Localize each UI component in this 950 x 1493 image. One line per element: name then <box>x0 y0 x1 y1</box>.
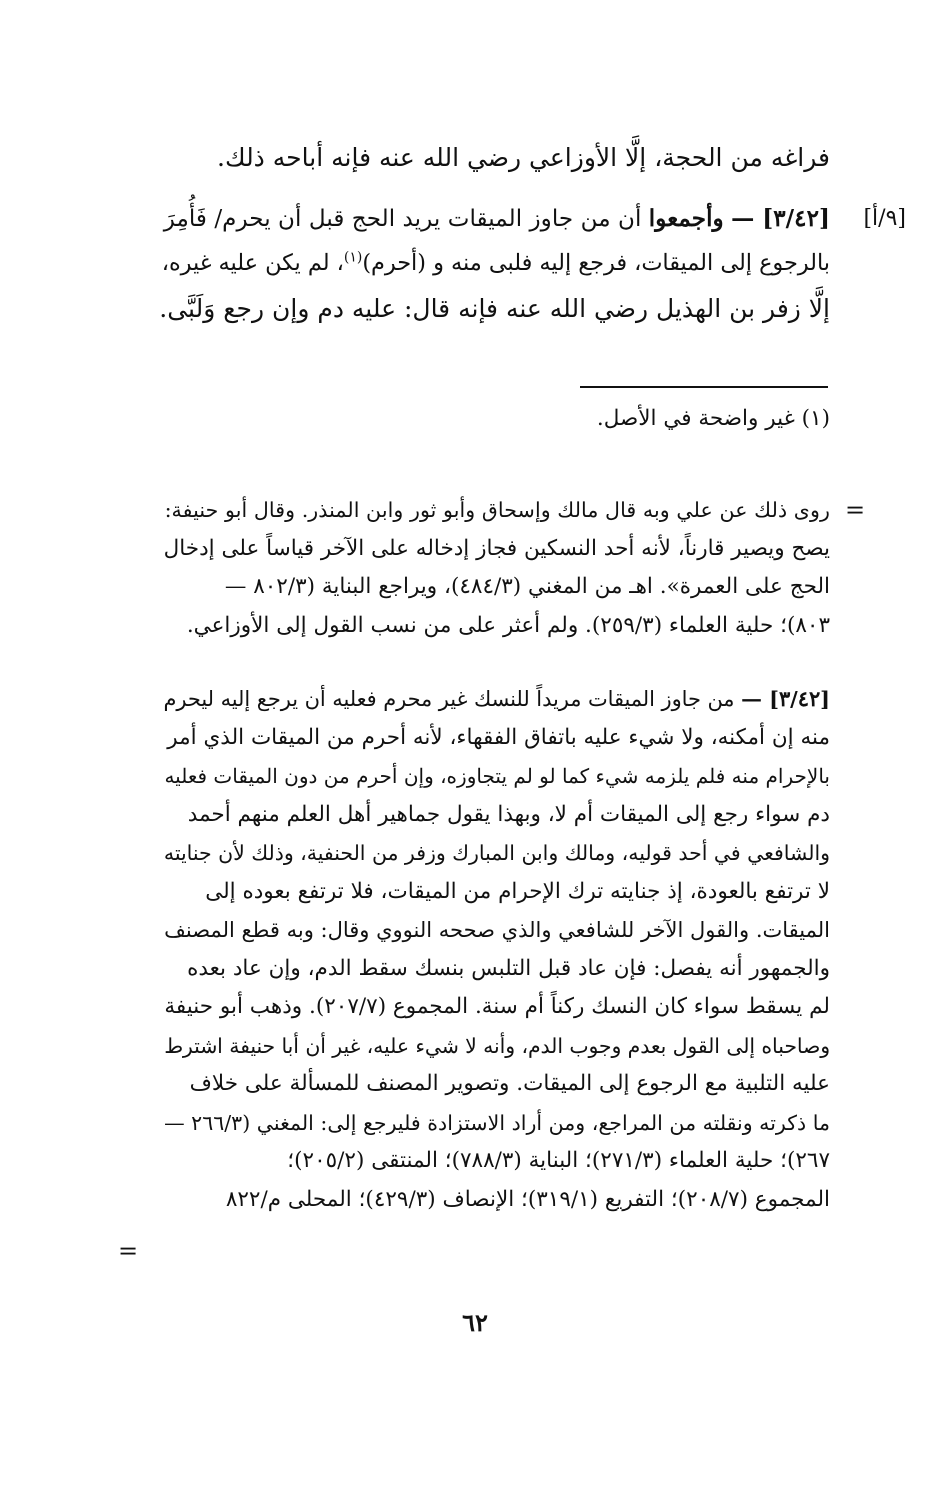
text-line: فراغه من الحجة، إلَّا الأوزاعي رضي الله عنه فإنه أباحه ذلك. <box>217 143 830 172</box>
continuation-marker: = <box>118 1237 139 1265</box>
main-text-paragraph-2 <box>150 196 830 331</box>
note-line: الميقات. والقول الآخر للشافعي والذي صححه النووي وقال: وبه قطع المصنف <box>164 918 830 942</box>
note-line: والشافعي في أحد قوليه، ومالك وابن المبارك وزفر من الحنفية، وذلك لأن جنايته <box>163 841 830 865</box>
footnote-text: (١) غير واضحة في الأصل. <box>596 406 830 431</box>
text-run: بالرجوع إلى الميقات، فرجع إليه فلبى منه و (أحرم) <box>362 250 830 276</box>
note-line: دم سواء رجع إلى الميقات أم لا، وبهذا يقول جماهير أهل العلم منهم أحمد <box>187 801 830 827</box>
note-line: الحج على العمرة». اهـ من المغني (٤٨٤/٣)، ويراجع البناية (٨٠٢/٣ — <box>224 574 830 599</box>
text-line <box>150 196 830 241</box>
footnote-separator <box>580 386 828 388</box>
continuation-marker: = <box>845 496 866 524</box>
note-line: روى ذلك عن علي وبه قال مالك وإسحاق وأبو ثور وابن المنذر. وقال أبو حنيفة: <box>164 498 830 522</box>
note-line: لا ترتفع بالعودة، إذ جنايته ترك الإحرام من الميقات، فلا ترتفع بعوده إلى <box>205 878 830 904</box>
note-line: بالإحرام منه فلم يلزمه شيء كما لو لم يتجاوزه، وإن أحرم من دون الميقات فعليه <box>164 764 830 788</box>
text-run: ، لم يكن عليه غيره، <box>161 250 344 276</box>
issue-number: [٣/٤٢] — <box>731 205 830 232</box>
note-line: وصاحباه إلى القول بعدم وجوب الدم، وأنه لا شيء عليه، غير أن أبا حنيفة اشترط <box>164 1033 830 1058</box>
note-line: والجمهور أنه يفصل: فإن عاد قبل التلبس بنسك سقط الدم، وإن عاد بعده <box>187 955 830 981</box>
text-run: أن من جاوز الميقات يريد الحج قبل أن يحرم/ فَأُمِرَ <box>163 205 642 232</box>
text-line <box>150 241 830 286</box>
note-line: المجموع (٢٠٨/٧)؛ التفريع (٣١٩/١)؛ الإنصاف (٤٢٩/٣)؛ المحلى م/٨٢٢ <box>225 1186 830 1212</box>
note-line: عليه التلبية مع الرجوع إلى الميقات. وتصوير المصنف للمسألة على خلاف <box>189 1071 830 1096</box>
notes-block-1 <box>150 491 830 645</box>
issue-number: [٣/٤٢] — <box>741 686 830 711</box>
footnote-marker[interactable]: (١) <box>343 249 363 266</box>
note-line: ٢٦٧)؛ حلية العلماء (٢٧١/٣)؛ البناية (٧٨٨/٣)؛ المنتقى (٢٠٥/٢)؛ <box>287 1148 830 1173</box>
note-line: ٨٠٣)؛ حلية العلماء (٢٥٩/٣). ولم أعثر على من نسب القول إلى الأوزاعي. <box>186 612 830 638</box>
folio-reference: [٩/أ] <box>863 206 906 231</box>
note-line: منه إن أمكنه، ولا شيء عليه باتفاق الفقهاء، لأنه أحرم من الميقات الذي أمر <box>167 724 830 750</box>
note-line: ما ذكرته ونقلته من المراجع، ومن أراد الاستزادة فليرجع إلى: المغني (٢٦٦/٣ — <box>164 1110 830 1135</box>
note-line: يصح ويصير قارناً، لأنه أحد النسكين فجاز إدخاله على الآخر قياساً على إدخال <box>163 535 830 561</box>
note-line: لم يسقط سواء كان النسك ركناً أم سنة. المجموع (٢٠٧/٧). وذهب أبو حنيفة <box>164 994 830 1019</box>
text-line: إلَّا زفر بن الهذيل رضي الله عنه فإنه قال: عليه دم وإن رجع وَلَبَّى. <box>159 294 830 323</box>
text-run: من جاوز الميقات مريداً للنسك غير محرم فعليه أن يرجع إليه ليحرم <box>163 687 735 711</box>
note-line <box>150 680 830 719</box>
main-text-paragraph-1 <box>150 135 830 180</box>
lead-word: وأجمعوا <box>648 205 724 232</box>
footnote-1 <box>380 400 830 439</box>
page-number: ٦٢ <box>462 1308 488 1337</box>
notes-block-2 <box>150 680 830 1219</box>
